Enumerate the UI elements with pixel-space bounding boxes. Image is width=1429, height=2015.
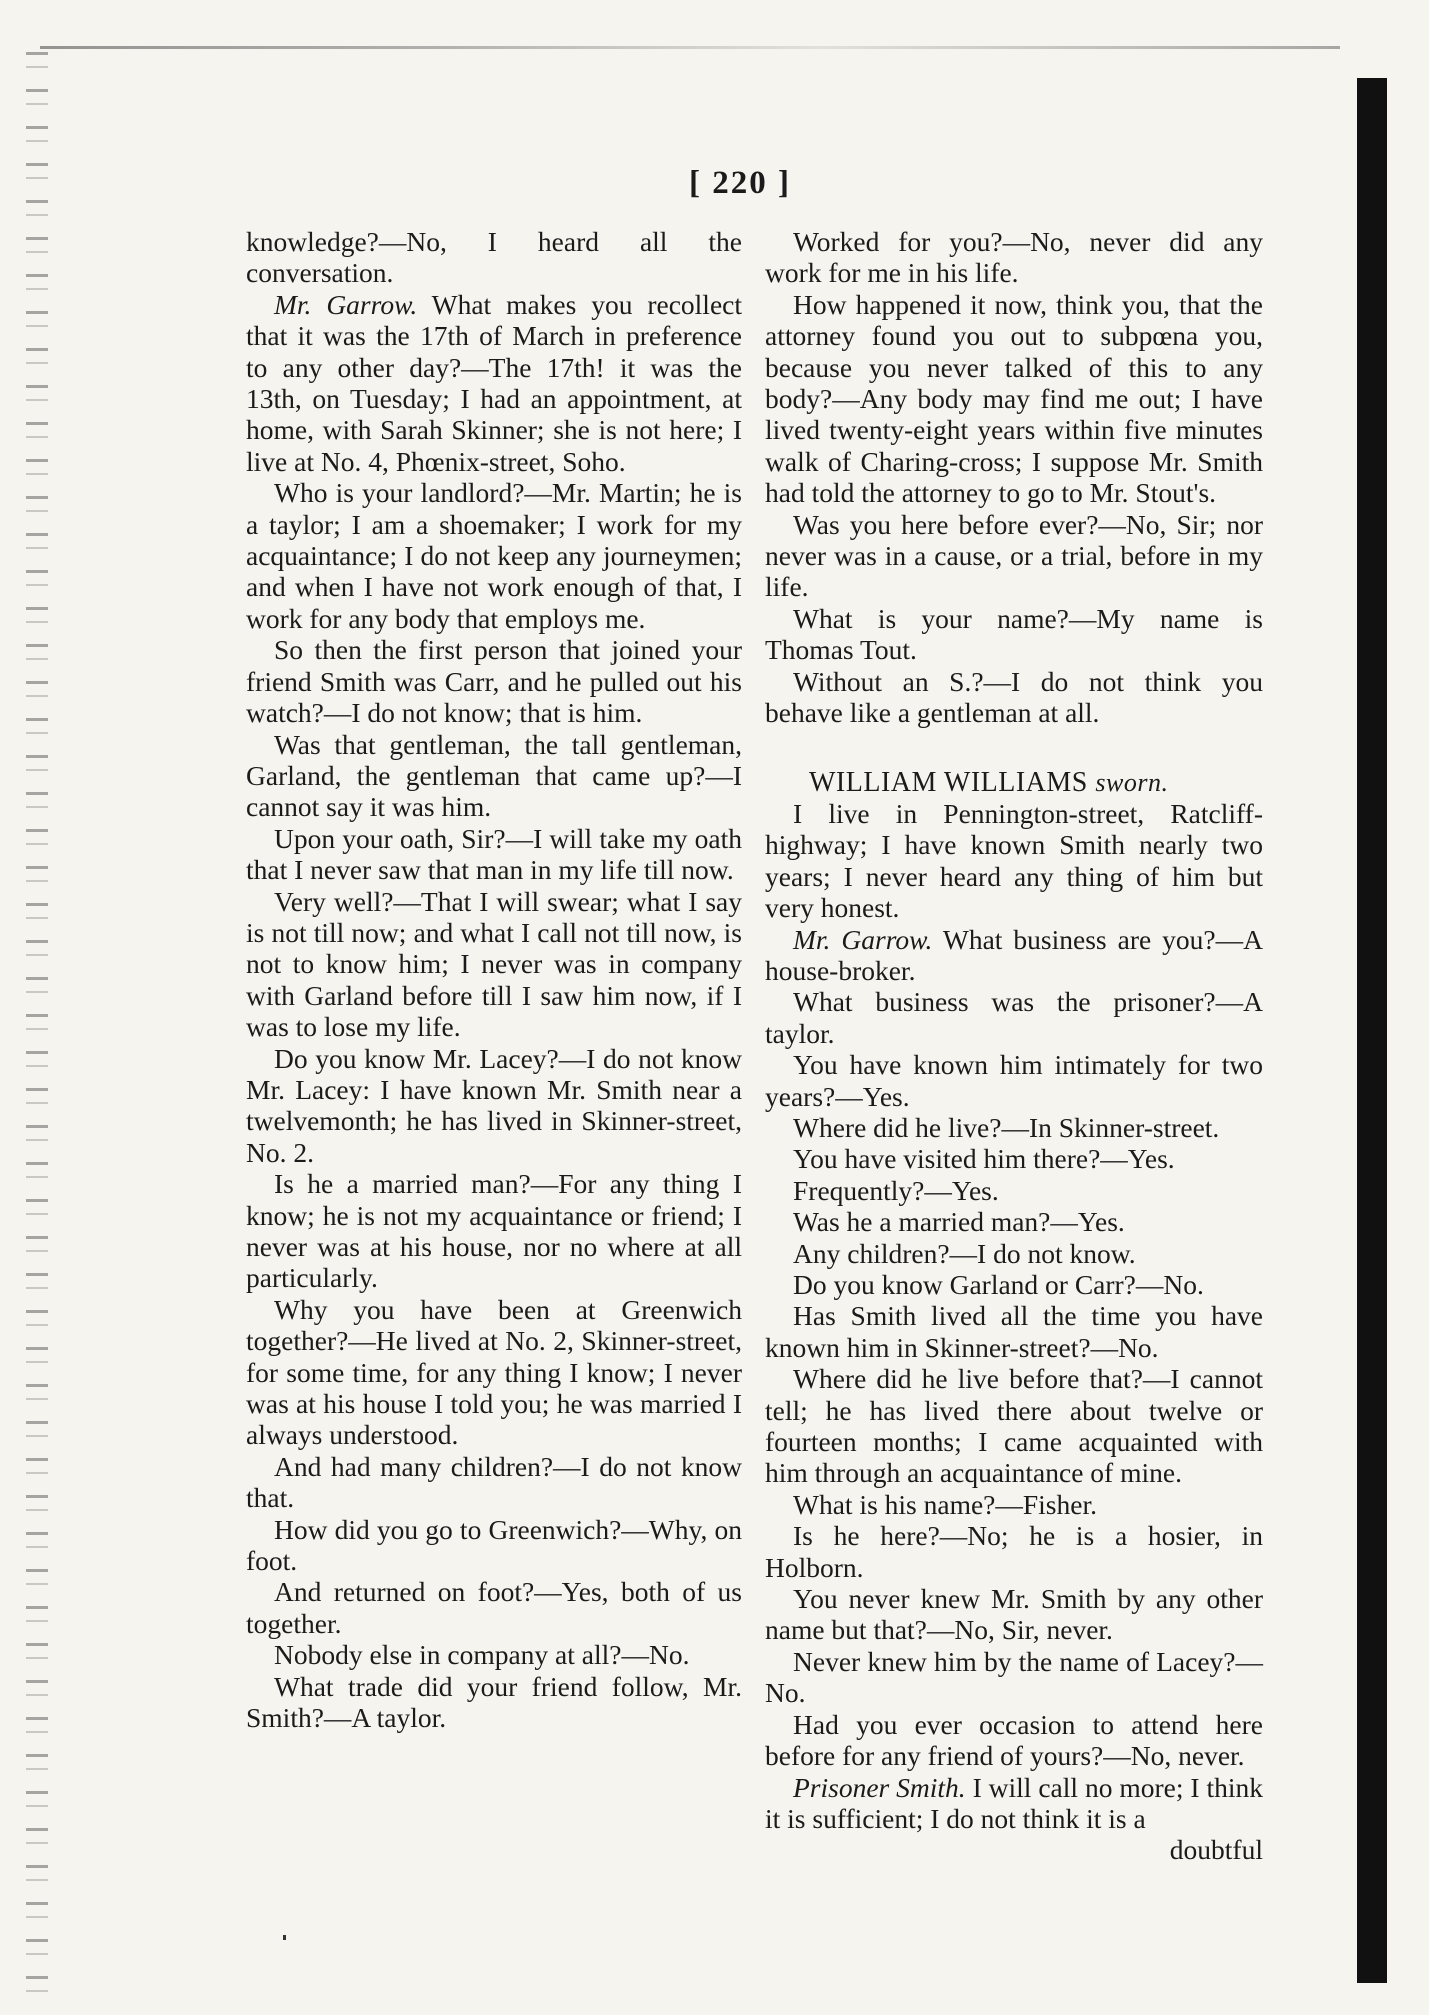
paragraph-text: You have visited him there?—Yes.	[793, 1143, 1175, 1175]
paragraph	[765, 1363, 1263, 1489]
speaker-name: Mr. Garrow.	[793, 923, 933, 955]
paragraph-text: What is your name?—My name is Thomas Tout.	[765, 602, 1263, 666]
top-rule	[40, 46, 1340, 49]
paragraph	[765, 1520, 1263, 1583]
catchword: doubtful	[1169, 1834, 1263, 1866]
witness-name: WILLIAM WILLIAMS	[809, 766, 1088, 798]
paragraph	[765, 1646, 1263, 1709]
paragraph-text: Where did he live before that?—I cannot tell; he has lived there about twelve or fourteen months; I came acquainted with him through an acquaintance of mine.	[765, 1363, 1263, 1489]
paragraph-text: Had you ever occasion to attend here before for any friend of yours?—No, never.	[765, 1708, 1263, 1772]
paragraph-text: I will call no more; I think it is sufficient; I do not think it is a	[765, 1771, 1264, 1834]
paragraph	[246, 823, 742, 886]
paragraph-text: Do you know Garland or Carr?—No.	[793, 1269, 1204, 1300]
paragraph-text: Very well?—That I will swear; what I say is not till now; and what I call not till now, is not to know him; I never was in company with Garland before till I saw him now, if I was to lose my life.	[246, 885, 742, 1043]
paragraph	[246, 477, 742, 634]
paragraph-text: Is he here?—No; he is a hosier, in Holborn.	[765, 1520, 1263, 1583]
paragraph	[765, 798, 1263, 924]
paragraph-text: Has Smith lived all the time you have known him in Skinner-street?—No.	[765, 1300, 1263, 1363]
scan-edge-bar	[1357, 78, 1387, 1983]
page-number: [ 220 ]	[689, 165, 791, 201]
paragraph-text: Was he a married man?—Yes.	[793, 1206, 1125, 1238]
paragraph-text: What makes you recollect that it was the 17th of March in preference to any other day?—The 17th! it was the 13th, on Tuesday; I had an appointment, at home, with Sarah Skinner; she is not here; I live at No. 4, Phœnix-street, Soho.	[246, 288, 742, 477]
paragraph	[765, 1238, 1263, 1269]
paragraph	[246, 1639, 742, 1670]
paragraph	[246, 634, 742, 728]
paragraph-text: How did you go to Greenwich?—Why, on foot.	[246, 1513, 742, 1577]
paragraph	[765, 1049, 1263, 1112]
paragraph-text: Why you have been at Greenwich together?—He lived at No. 2, Skinner-street, for some time, for any thing I know; I never was at his house I told you; he was married I always understood.	[246, 1293, 742, 1451]
paragraph-text: I live in Pennington-street, Ratcliff-highway; I have known Smith nearly two years; I never heard any thing of him but very honest.	[765, 797, 1263, 924]
paragraph	[246, 886, 742, 1043]
paragraph-text: Where did he live?—In Skinner-street.	[793, 1111, 1220, 1143]
paragraph	[765, 1269, 1263, 1300]
paragraph	[246, 1043, 742, 1169]
paragraph-text: Never knew him by the name of Lacey?—No.	[765, 1645, 1263, 1709]
paragraph-text: Frequently?—Yes.	[793, 1174, 999, 1206]
paragraph	[246, 1671, 742, 1734]
paragraph	[246, 1576, 742, 1639]
paragraph-text: What is his name?—Fisher.	[793, 1488, 1097, 1520]
paragraph	[765, 986, 1263, 1049]
paragraph-text: Is he a married man?—For any thing I know; he is not my acquaintance or friend; I never was at his house, nor no where at all particularly.	[246, 1168, 742, 1294]
speaker-name: Prisoner Smith.	[793, 1771, 966, 1803]
paragraph-text: Nobody else in company at all?—No.	[274, 1639, 690, 1671]
right-column	[765, 226, 1263, 1866]
paragraph-text: knowledge?—No, I heard all the conversation.	[246, 226, 742, 289]
paragraph-text: How happened it now, think you, that the attorney found you out to subpœna you, because you never talked of this to any body?—Any body may find me out; I have lived twenty-eight years within five minutes walk of Charing-cross; I suppose Mr. Smith had told the attorney to go to Mr. Stout's.	[765, 288, 1263, 509]
paragraph	[765, 509, 1263, 603]
witness-sworn: sworn.	[1095, 767, 1169, 797]
left-column	[246, 226, 742, 1734]
paragraph-text: Was that gentleman, the tall gentleman, Garland, the gentleman that came up?—I cannot say it was him.	[246, 728, 742, 823]
paragraph	[246, 226, 742, 289]
paragraph	[765, 924, 1263, 987]
paragraph	[246, 1514, 742, 1577]
paragraph	[246, 1451, 742, 1514]
paragraph	[765, 603, 1263, 666]
paragraph-text: You have known him intimately for two years?—Yes.	[765, 1049, 1263, 1112]
paragraph	[765, 1772, 1263, 1835]
binding-edge-marks	[26, 52, 48, 2002]
paragraph-text: Any children?—I do not know.	[793, 1237, 1136, 1269]
speaker-name: Mr. Garrow.	[274, 288, 418, 320]
paragraph-text: Upon your oath, Sir?—I will take my oath that I never saw that man in my life till now.	[246, 822, 742, 886]
paragraph-text: Do you know Mr. Lacey?—I do not know Mr. Lacey: I have known Mr. Smith near a twelvemonth; he has lived in Skinner-street, No. 2.	[246, 1042, 742, 1168]
paragraph	[765, 1583, 1263, 1646]
paragraph-text: What business are you?—A house-broker.	[765, 923, 1263, 986]
paragraph	[765, 1709, 1263, 1772]
paragraph-text: You never knew Mr. Smith by any other name but that?—No, Sir, never.	[765, 1583, 1263, 1646]
paragraph	[765, 1489, 1263, 1520]
paragraph	[246, 729, 742, 823]
ink-speck	[283, 1935, 286, 1940]
paragraph-text: And returned on foot?—Yes, both of us together.	[246, 1576, 742, 1639]
paragraph	[765, 666, 1263, 729]
paragraph	[765, 1300, 1263, 1363]
paragraph	[765, 1143, 1263, 1174]
paragraph	[765, 1112, 1263, 1143]
paragraph-text: Without an S.?—I do not think you behave like a gentleman at all.	[765, 665, 1263, 729]
paragraph	[246, 289, 742, 477]
paragraph	[765, 1206, 1263, 1237]
paragraph	[246, 1294, 742, 1451]
paragraph-text: Worked for you?—No, never did any work for me in his life.	[765, 226, 1263, 289]
right-column-part-a	[765, 226, 1263, 729]
paragraph	[765, 226, 1263, 289]
paragraph	[246, 1168, 742, 1294]
paragraph-text: Who is your landlord?—Mr. Martin; he is a taylor; I am a shoemaker; I work for my acquaintance; I do not keep any journeymen; and when I have not work enough of that, I work for any body that employs me.	[246, 477, 742, 634]
paragraph	[765, 289, 1263, 509]
paragraph-text: So then the first person that joined your friend Smith was Carr, and he pulled out his watch?—I do not know; that is him.	[246, 634, 742, 729]
witness-heading	[765, 767, 1263, 798]
paragraph-text: And had many children?—I do not know that.	[246, 1450, 742, 1514]
paragraph	[765, 1175, 1263, 1206]
paragraph-text: What business was the prisoner?—A taylor.	[765, 986, 1263, 1049]
paragraph-text: Was you here before ever?—No, Sir; nor never was in a cause, or a trial, before in my life.	[765, 508, 1263, 603]
paragraph-text: What trade did your friend follow, Mr. Smith?—A taylor.	[246, 1670, 742, 1734]
right-column-part-b	[765, 798, 1263, 1834]
